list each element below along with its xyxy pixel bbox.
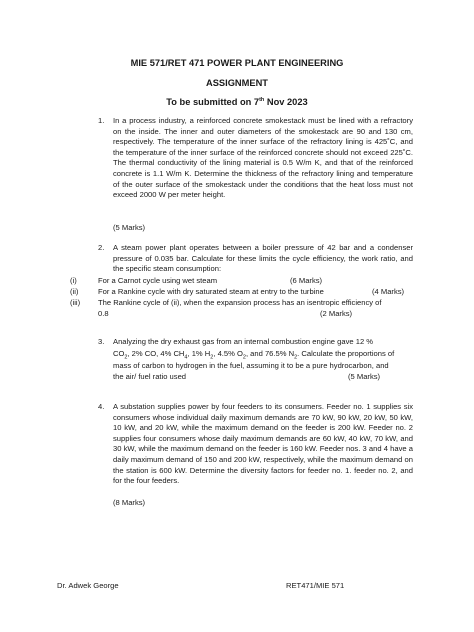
question-2-part-iii-marks: (2 Marks) — [320, 309, 353, 318]
question-1-number: 1. — [98, 116, 105, 125]
submission-deadline: To be submitted on 7th Nov 2023 — [166, 96, 308, 107]
footer-author: Dr. Adwek George — [57, 581, 119, 590]
question-2-part-i-marks: (6 Marks) — [290, 276, 323, 285]
question-4-number: 4. — [98, 402, 105, 411]
question-3-line-3: mass of carbon to hydrogen in the fuel, assuming it to be a pure hydrocarbon, and — [113, 361, 389, 370]
question-3-line-2: $CO_2$, 2% CO, 4% $CH_4$, 1% $H_2$, 4.5% $O_2$, and 76.5% $N_2$. Calculate the proportions of — [113, 349, 395, 361]
question-2-text: A steam power plant operates between a boiler pressure of 42 bar and a condenser pressure of 0.035 bar. Calculate for these limits the cycle efficiency, the work ratio, and the specific steam consumption: — [113, 243, 413, 274]
question-2-part-ii-label: (ii) — [70, 287, 79, 296]
question-1-text: In a process industry, a reinforced concrete smokestack must be lined with a refractory on the inside. The inner and outer diameters of the smokestack are 90 and 130 cm, respectively. The temperature of the inner surface of the refractory lining is 425˚C, and the temperature of the inner surface of the reinforced concrete should not exceed 225˚C. The thermal conductivity of the lining material is 0.5 W/m K, and that of the reinforced concrete is 1.1 W/m K. Determine the thickness of the refractory lining and temperature of the outer surface of the smokestack under the conditions that the heat loss must not exceed 2000 W per meter height. — [113, 116, 413, 200]
question-2-part-i-label: (i) — [70, 276, 77, 285]
question-3-number: 3. — [98, 337, 105, 346]
question-2-part-iii-continuation: 0.8 — [98, 309, 109, 318]
question-3-marks: (5 Marks) — [348, 372, 381, 381]
question-4-marks: (8 Marks) — [113, 498, 146, 507]
question-4-text: A substation supplies power by four feeders to its consumers. Feeder no. 1 supplies six consumers whose individual daily maximum demands are 70 kW, 90 kW, 20 kW, 50 kW, 10 kW, and 20 kW, while the maximum demand on the feeder is 200 kW. Feeder no. 2 supplies four consumers whose daily maximum demands are 60 kW, 40 kW, 70 kW, and 30 kW, while the maximum demand on the feeder is 160 kW. Feeder nos. 3 and 4 have a daily maximum demand of 150 and 200 kW, respectively, while the maximum demand on the station is 600 kW. Determine the diversity factors for feeder no. 1. feeder no. 2, and for the four feeders. — [113, 402, 413, 486]
assignment-heading: ASSIGNMENT — [206, 78, 268, 88]
question-2-part-iii-text: The Rankine cycle of (ii), when the expansion process has an isentropic efficiency of — [98, 298, 382, 307]
question-2-part-i-text: For a Carnot cycle using wet steam — [98, 276, 218, 285]
question-3-line-1: Analyzing the dry exhaust gas from an internal combustion engine gave 12 % — [113, 337, 374, 346]
footer-course-code: RET471/MIE 571 — [286, 581, 345, 590]
question-2-part-ii-text: For a Rankine cycle with dry saturated steam at entry to the turbine — [98, 287, 324, 296]
question-2-number: 2. — [98, 243, 105, 252]
question-3-line-4: the air/ fuel ratio used — [113, 372, 187, 381]
document-title: MIE 571/RET 471 POWER PLANT ENGINEERING — [130, 58, 344, 68]
question-2-part-ii-marks: (4 Marks) — [372, 287, 405, 296]
question-1-marks: (5 Marks) — [113, 223, 146, 232]
question-2-part-iii-label: (iii) — [70, 298, 81, 307]
